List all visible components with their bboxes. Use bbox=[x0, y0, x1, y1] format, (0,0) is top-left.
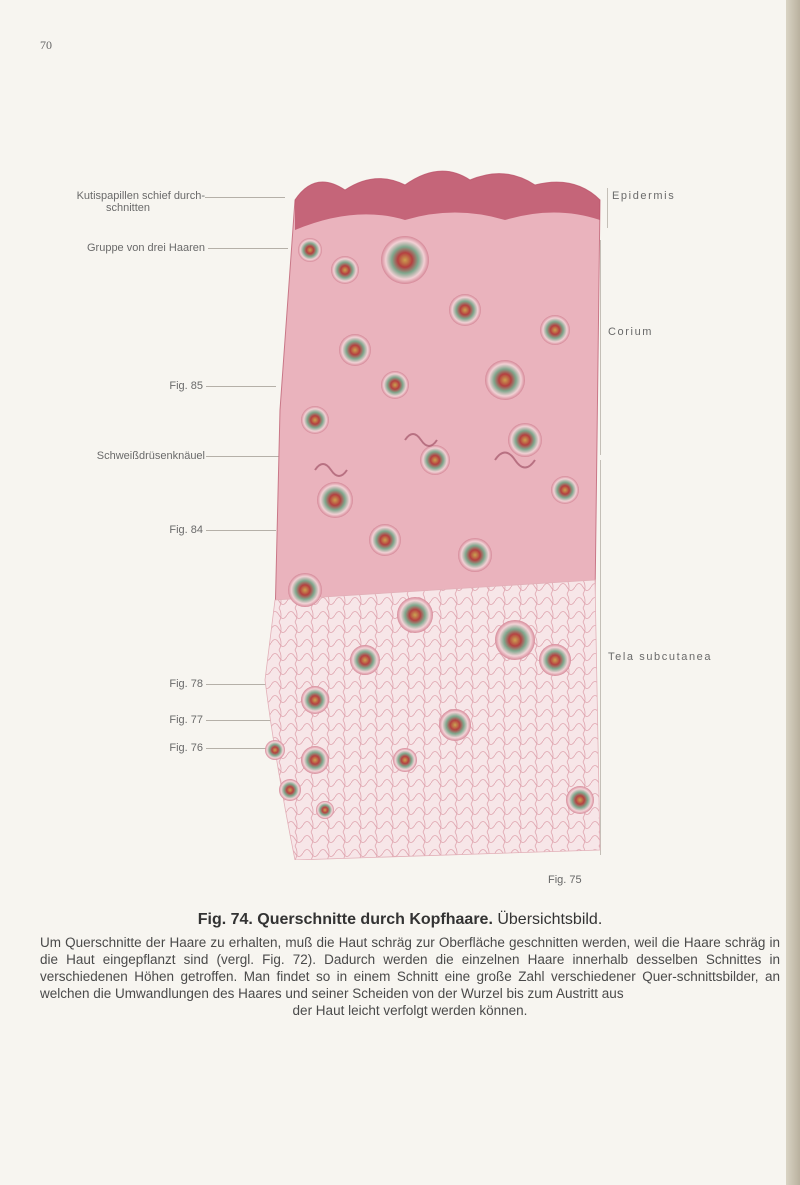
subcutis-tissue bbox=[265, 580, 600, 860]
caption-title-text: Fig. 74. Querschnitte durch Kopfhaare. bbox=[197, 911, 493, 928]
caption-body-last: der Haut leicht verfolgt werden können. bbox=[292, 1003, 528, 1018]
label-epidermis: Epidermis bbox=[612, 190, 676, 202]
figure-caption-title bbox=[0, 911, 800, 929]
label-fig84: Fig. 84 bbox=[169, 524, 203, 536]
label-fig76: Fig. 76 bbox=[169, 742, 203, 754]
label-kutispapillen-line1: Kutispapillen schief durch- bbox=[76, 190, 205, 202]
corium-tissue bbox=[275, 171, 600, 620]
label-gruppe: Gruppe von drei Haaren bbox=[86, 242, 205, 254]
label-tela: Tela subcutanea bbox=[608, 651, 713, 663]
label-kutispapillen-line2: schnitten bbox=[105, 202, 150, 214]
caption-subtitle: Übersichtsbild. bbox=[497, 911, 603, 928]
label-fig85: Fig. 85 bbox=[169, 380, 203, 392]
label-kutispapillen bbox=[40, 190, 205, 214]
histology-plate bbox=[255, 160, 605, 860]
label-fig75: Fig. 75 bbox=[548, 874, 582, 886]
label-fig77: Fig. 77 bbox=[169, 714, 203, 726]
label-schweiss: Schweißdrüsenknäuel bbox=[96, 450, 205, 462]
page-edge bbox=[786, 0, 800, 1185]
bracket-epidermis bbox=[607, 188, 608, 228]
figure-caption-body bbox=[40, 934, 780, 1019]
caption-body-main: Um Querschnitte der Haare zu erhalten, muß die Haut schräg zur Oberfläche geschnitten werden, weil die Haare schräg in die Haut eingepflanzt sind (vergl. Fig. 72). Dadurch werden die einzelnen Haare innerhalb desselben Schnittes in verschiedenen Höhen getroffen. Man findet so in einem Schnitt eine große Zahl verschiedener Quer-schnittsbilder, an welchen die Umwandlungen des Haares und seiner Scheiden von der Wurzel bis zum Austritt aus bbox=[40, 935, 780, 1001]
label-fig78: Fig. 78 bbox=[169, 678, 203, 690]
page-number: 70 bbox=[40, 38, 52, 52]
label-corium: Corium bbox=[608, 326, 654, 338]
